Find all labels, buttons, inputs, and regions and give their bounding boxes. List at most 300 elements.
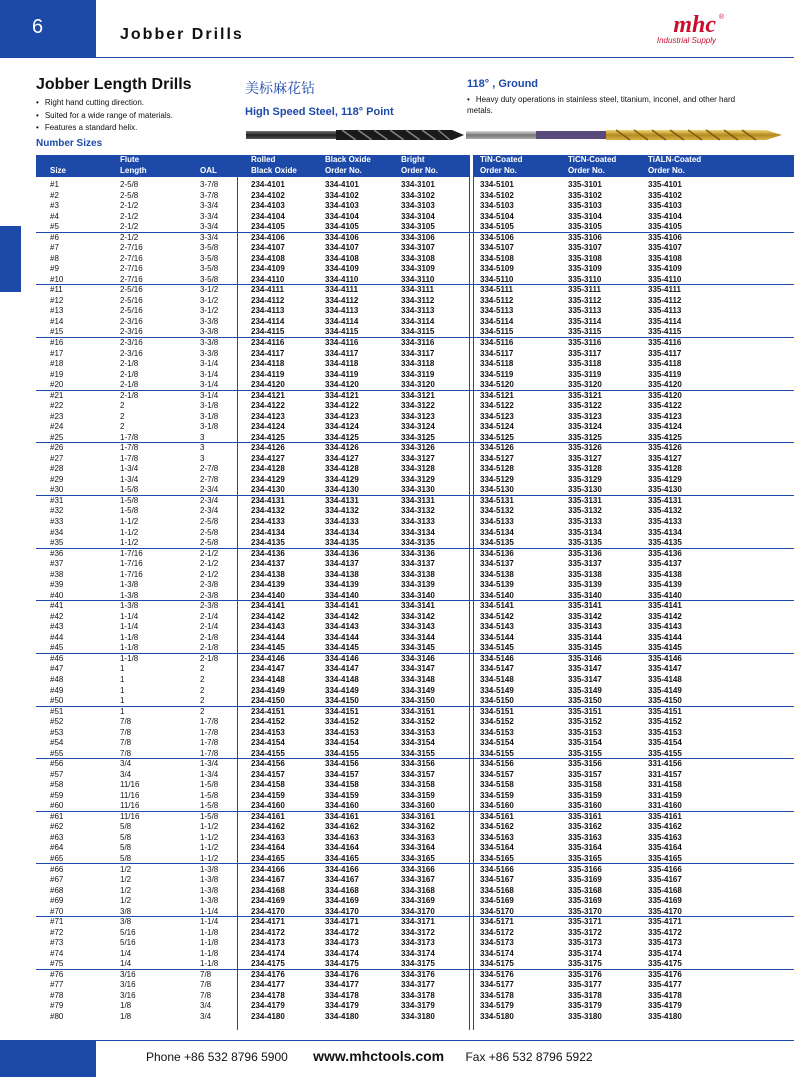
table-cell: 334-3169 bbox=[401, 896, 435, 906]
table-cell: 234-4135 bbox=[251, 538, 285, 548]
table-cell: 3/4 bbox=[120, 759, 132, 769]
table-cell: 334-3101 bbox=[401, 180, 435, 189]
table-cell: 234-4121 bbox=[251, 390, 285, 400]
table-cell: 234-4120 bbox=[251, 380, 285, 390]
table-cell: 335-3108 bbox=[568, 253, 602, 263]
table-cell: 234-4126 bbox=[251, 443, 285, 453]
table-cell: 5/16 bbox=[120, 927, 136, 937]
table-cell: 335-4117 bbox=[648, 348, 682, 358]
ticn-coated-column bbox=[568, 180, 602, 1023]
table-cell: 335-3170 bbox=[568, 906, 602, 916]
table-cell: 335-3175 bbox=[568, 959, 602, 969]
table-cell: 334-5165 bbox=[480, 854, 514, 863]
table-cell: 234-4137 bbox=[251, 559, 285, 569]
registered-mark: ® bbox=[718, 14, 724, 21]
table-cell: 334-3158 bbox=[401, 780, 435, 790]
row-group-divider bbox=[36, 390, 794, 391]
table-cell: 334-3144 bbox=[401, 632, 435, 642]
table-cell: 234-4122 bbox=[251, 401, 285, 411]
table-cell: 335-3179 bbox=[568, 1001, 602, 1011]
table-cell: 1 bbox=[120, 685, 125, 695]
table-cell: 334-3172 bbox=[401, 927, 435, 937]
table-cell: 331-4160 bbox=[648, 801, 682, 811]
table-cell: 335-4163 bbox=[648, 832, 682, 842]
table-cell: 234-4175 bbox=[251, 959, 285, 969]
table-cell: 334-3140 bbox=[401, 590, 435, 600]
table-cell: 1-3/4 bbox=[120, 474, 139, 484]
table-cell: #54 bbox=[50, 738, 64, 748]
table-cell: 335-3111 bbox=[568, 285, 601, 295]
row-group-divider bbox=[36, 969, 794, 970]
table-cell: 1-7/8 bbox=[120, 432, 139, 442]
table-cell: 335-3145 bbox=[568, 643, 602, 653]
table-cell: 335-3118 bbox=[568, 359, 602, 369]
table-cell: 234-4115 bbox=[251, 327, 285, 337]
table-cell: #62 bbox=[50, 822, 64, 832]
table-cell: 234-4164 bbox=[251, 843, 285, 853]
table-cell: 335-4144 bbox=[648, 632, 682, 642]
table-cell: 234-4165 bbox=[251, 854, 285, 863]
table-cell: 234-4138 bbox=[251, 569, 285, 579]
table-cell: 334-5112 bbox=[480, 295, 514, 305]
table-cell: 335-4173 bbox=[648, 938, 682, 948]
table-cell: 2-1/8 bbox=[200, 653, 219, 663]
table-cell: #21 bbox=[50, 390, 64, 400]
table-cell: 1-3/8 bbox=[120, 590, 139, 600]
table-cell: 335-3113 bbox=[568, 306, 602, 316]
table-cell: #27 bbox=[50, 453, 64, 463]
table-cell: 334-3122 bbox=[401, 401, 435, 411]
table-cell: 335-4127 bbox=[648, 453, 682, 463]
table-cell: 2-3/16 bbox=[120, 327, 143, 337]
table-cell: 335-3155 bbox=[568, 748, 602, 758]
table-cell: 334-4117 bbox=[325, 348, 359, 358]
table-cell: 335-3171 bbox=[568, 917, 602, 927]
footer-fax: Fax +86 532 8796 5922 bbox=[465, 1050, 593, 1064]
table-cell: 334-4124 bbox=[325, 422, 359, 432]
table-cell: 7/8 bbox=[120, 748, 132, 758]
table-cell: 234-4152 bbox=[251, 717, 285, 727]
table-cell: 2-1/2 bbox=[120, 232, 139, 242]
table-cell: 234-4155 bbox=[251, 748, 285, 758]
table-cell: 335-4122 bbox=[648, 401, 682, 411]
table-cell: 2-1/2 bbox=[120, 222, 139, 232]
table-cell: 335-3106 bbox=[568, 232, 602, 242]
table-cell: 2-1/2 bbox=[120, 211, 139, 221]
table-cell: #18 bbox=[50, 359, 64, 369]
table-cell: 335-4118 bbox=[648, 359, 682, 369]
table-cell: 334-4128 bbox=[325, 464, 359, 474]
table-cell: 1-7/16 bbox=[120, 548, 143, 558]
table-cell: 1-1/2 bbox=[200, 843, 219, 853]
page-number: 6 bbox=[0, 0, 96, 58]
table-cell: 334-4174 bbox=[325, 948, 359, 958]
table-cell: 2 bbox=[120, 401, 125, 411]
table-cell: 334-3148 bbox=[401, 674, 435, 684]
table-cell: 334-4153 bbox=[325, 727, 359, 737]
table-cell: 334-5120 bbox=[480, 380, 514, 390]
table-cell: #28 bbox=[50, 464, 64, 474]
table-cell: 1-1/8 bbox=[120, 653, 139, 663]
table-cell: 234-4101 bbox=[251, 180, 285, 189]
row-group-divider bbox=[36, 863, 794, 864]
table-cell: 334-5134 bbox=[480, 527, 514, 537]
table-cell: 1-1/2 bbox=[120, 538, 139, 548]
table-cell: 335-4146 bbox=[648, 653, 682, 663]
table-cell: 335-3132 bbox=[568, 506, 602, 516]
table-cell: #35 bbox=[50, 538, 64, 548]
table-cell: 335-3144 bbox=[568, 632, 602, 642]
table-cell: 335-3125 bbox=[568, 432, 602, 442]
table-cell: 334-3160 bbox=[401, 801, 435, 811]
coated-drill-image bbox=[466, 126, 786, 144]
table-cell: 2-5/8 bbox=[200, 517, 219, 526]
table-cell: 334-5103 bbox=[480, 201, 514, 211]
logo-subtext: Industrial Supply bbox=[656, 36, 716, 45]
table-cell: 335-3134 bbox=[568, 527, 602, 537]
table-cell: 335-4114 bbox=[648, 316, 682, 326]
table-cell: 234-4169 bbox=[251, 896, 285, 906]
table-cell: 234-4106 bbox=[251, 232, 285, 242]
table-cell: 334-3157 bbox=[401, 769, 435, 779]
table-cell: #8 bbox=[50, 253, 59, 263]
table-cell: 1-7/16 bbox=[120, 559, 143, 569]
table-cell: 335-3176 bbox=[568, 969, 602, 979]
table-cell: 335-3168 bbox=[568, 885, 602, 895]
table-cell: 334-3142 bbox=[401, 611, 435, 621]
table-cell: 234-4170 bbox=[251, 906, 285, 916]
table-cell: 234-4124 bbox=[251, 422, 285, 432]
table-cell: #25 bbox=[50, 432, 64, 442]
table-cell: 1-3/8 bbox=[120, 601, 139, 611]
section-title: Jobber Length Drills bbox=[36, 76, 192, 93]
table-cell: 335-3153 bbox=[568, 727, 602, 737]
table-cell: 334-3137 bbox=[401, 559, 435, 569]
table-cell: 234-4177 bbox=[251, 980, 285, 990]
table-cell: 335-4110 bbox=[648, 274, 682, 284]
table-cell: #60 bbox=[50, 801, 64, 811]
table-cell: #63 bbox=[50, 832, 64, 842]
table-cell: 335-4148 bbox=[648, 674, 682, 684]
table-cell: 234-4116 bbox=[251, 337, 285, 347]
table-cell: 335-3173 bbox=[568, 938, 602, 948]
table-cell: 3/16 bbox=[120, 990, 136, 1000]
table-cell: 335-4143 bbox=[648, 622, 682, 632]
table-cell: 334-3129 bbox=[401, 474, 435, 484]
table-cell: 334-5136 bbox=[480, 548, 514, 558]
table-cell: 334-5117 bbox=[480, 348, 514, 358]
table-cell: 335-4178 bbox=[648, 990, 682, 1000]
table-cell: #71 bbox=[50, 917, 64, 927]
table-cell: 334-4109 bbox=[325, 264, 359, 274]
col-header-oal: OAL bbox=[200, 165, 217, 175]
table-cell: 3-3/4 bbox=[200, 211, 219, 221]
table-cell: 335-3127 bbox=[568, 453, 602, 463]
table-cell: 334-5168 bbox=[480, 885, 514, 895]
table-cell: #7 bbox=[50, 243, 59, 253]
table-cell: 334-5143 bbox=[480, 622, 514, 632]
table-cell: 334-3111 bbox=[401, 285, 434, 295]
table-cell: 335-3172 bbox=[568, 927, 602, 937]
table-cell: 334-3134 bbox=[401, 527, 435, 537]
table-cell: 331-4156 bbox=[648, 759, 682, 769]
footer-block bbox=[0, 1040, 96, 1077]
table-cell: 335-4129 bbox=[648, 474, 682, 484]
table-cell: 234-4133 bbox=[251, 517, 285, 526]
table-cell: 334-5107 bbox=[480, 243, 514, 253]
table-cell: 3-5/8 bbox=[200, 243, 219, 253]
table-cell: 2-3/8 bbox=[200, 580, 219, 590]
table-cell: 334-3135 bbox=[401, 538, 435, 548]
table-cell: 1 bbox=[120, 664, 125, 674]
table-cell: 334-3164 bbox=[401, 843, 435, 853]
table-cell: 334-5133 bbox=[480, 517, 514, 526]
table-cell: 335-3159 bbox=[568, 790, 602, 800]
table-cell: 334-3145 bbox=[401, 643, 435, 653]
table-cell: 334-3173 bbox=[401, 938, 435, 948]
table-cell: 334-3120 bbox=[401, 380, 435, 390]
table-cell: 334-3155 bbox=[401, 748, 435, 758]
table-cell: 334-3175 bbox=[401, 959, 435, 969]
table-cell: 335-4145 bbox=[648, 643, 682, 653]
table-cell: 1-1/8 bbox=[200, 938, 219, 948]
table-cell: 334-4125 bbox=[325, 432, 359, 442]
table-cell: #68 bbox=[50, 885, 64, 895]
table-cell: 2-3/4 bbox=[200, 485, 219, 495]
table-cell: #38 bbox=[50, 569, 64, 579]
table-cell: 1-7/8 bbox=[200, 727, 219, 737]
table-cell: 334-4176 bbox=[325, 969, 359, 979]
table-cell: 334-5128 bbox=[480, 464, 514, 474]
table-cell: 334-3149 bbox=[401, 685, 435, 695]
table-cell: 234-4154 bbox=[251, 738, 285, 748]
table-cell: 334-5121 bbox=[480, 390, 514, 400]
rolled-black-oxide-column bbox=[251, 180, 285, 1023]
table-cell: 2 bbox=[120, 422, 125, 432]
application-item: • Heavy duty operations in stainless steel, titanium, inconel, and other hard metals. bbox=[467, 95, 747, 116]
table-cell: 334-3112 bbox=[401, 295, 435, 305]
table-cell: 335-3147 bbox=[568, 674, 602, 684]
table-cell: 234-4112 bbox=[251, 295, 285, 305]
table-cell: 335-3123 bbox=[568, 411, 602, 421]
table-cell: 335-4153 bbox=[648, 727, 682, 737]
table-cell: 334-4145 bbox=[325, 643, 359, 653]
table-cell: 334-3128 bbox=[401, 464, 435, 474]
table-cell: 334-5104 bbox=[480, 211, 514, 221]
feature-item: • Features a standard helix. bbox=[36, 122, 173, 135]
table-cell: 3-7/8 bbox=[200, 180, 219, 189]
table-cell: 334-4144 bbox=[325, 632, 359, 642]
table-cell: 335-4134 bbox=[648, 527, 682, 537]
table-cell: 11/16 bbox=[120, 780, 140, 790]
table-cell: 335-4165 bbox=[648, 854, 682, 863]
table-cell: 334-5152 bbox=[480, 717, 514, 727]
table-cell: 335-3141 bbox=[568, 601, 602, 611]
table-cell: #36 bbox=[50, 548, 64, 558]
table-cell: 334-4159 bbox=[325, 790, 359, 800]
table-cell: #26 bbox=[50, 443, 64, 453]
table-cell: 334-5101 bbox=[480, 180, 514, 189]
table-cell: 335-4115 bbox=[648, 327, 682, 337]
feature-list bbox=[36, 97, 173, 135]
table-cell: 335-4155 bbox=[648, 748, 682, 758]
table-cell: 335-4140 bbox=[648, 590, 682, 600]
table-cell: 334-3180 bbox=[401, 1011, 435, 1021]
table-cell: 334-5163 bbox=[480, 832, 514, 842]
table-cell: 334-4122 bbox=[325, 401, 359, 411]
bright-column bbox=[401, 180, 435, 1023]
table-cell: 334-4101 bbox=[325, 180, 359, 189]
table-cell: 335-3157 bbox=[568, 769, 602, 779]
row-group-divider bbox=[36, 600, 794, 601]
table-cell: 234-4159 bbox=[251, 790, 285, 800]
table-cell: 335-3140 bbox=[568, 590, 602, 600]
table-cell: 334-4131 bbox=[325, 495, 359, 505]
table-cell: 334-4173 bbox=[325, 938, 359, 948]
table-cell: 335-4179 bbox=[648, 1001, 682, 1011]
table-cell: 335-4108 bbox=[648, 253, 682, 263]
table-cell: 1-5/8 bbox=[200, 801, 219, 811]
mhc-logo bbox=[640, 12, 724, 45]
table-cell: 334-3156 bbox=[401, 759, 435, 769]
table-cell: 334-3177 bbox=[401, 980, 435, 990]
table-cell: 2-5/16 bbox=[120, 285, 143, 295]
logo-mark: mhc bbox=[673, 12, 716, 38]
table-cell: 331-4158 bbox=[648, 780, 682, 790]
table-cell: 1/4 bbox=[120, 959, 132, 969]
table-cell: 3-5/8 bbox=[200, 253, 219, 263]
table-cell: 2-5/8 bbox=[120, 180, 139, 189]
table-cell: 234-4109 bbox=[251, 264, 285, 274]
table-cell: 335-3131 bbox=[568, 495, 602, 505]
table-cell: 11/16 bbox=[120, 801, 140, 811]
col-header-flute: Flute Length bbox=[120, 155, 147, 175]
table-cell: 234-4145 bbox=[251, 643, 285, 653]
table-cell: 1-1/4 bbox=[200, 906, 219, 916]
table-cell: 234-4114 bbox=[251, 316, 285, 326]
table-cell: 335-3119 bbox=[568, 369, 602, 379]
footer-website[interactable]: www.mhctools.com bbox=[313, 1048, 445, 1064]
table-cell: 1 bbox=[120, 696, 125, 706]
table-cell: 334-4133 bbox=[325, 517, 359, 526]
table-cell: 3/16 bbox=[120, 980, 136, 990]
table-cell: 334-5151 bbox=[480, 706, 514, 716]
table-cell: 1-1/2 bbox=[120, 517, 139, 526]
table-cell: #72 bbox=[50, 927, 64, 937]
table-cell: 334-3151 bbox=[401, 706, 435, 716]
table-cell: 1-1/4 bbox=[120, 611, 139, 621]
table-cell: 335-4119 bbox=[648, 369, 682, 379]
table-cell: 334-3117 bbox=[401, 348, 435, 358]
table-cell: 335-4154 bbox=[648, 738, 682, 748]
table-cell: 334-5130 bbox=[480, 485, 514, 495]
table-cell: 334-5166 bbox=[480, 864, 514, 874]
table-cell: 2-5/16 bbox=[120, 295, 143, 305]
table-cell: 3/4 bbox=[200, 1011, 212, 1021]
table-cell: #3 bbox=[50, 201, 59, 211]
table-cell: #23 bbox=[50, 411, 64, 421]
table-cell: #34 bbox=[50, 527, 64, 537]
table-cell: #37 bbox=[50, 559, 64, 569]
table-cell: 334-4163 bbox=[325, 832, 359, 842]
table-cell: 334-5123 bbox=[480, 411, 514, 421]
table-cell: 335-3161 bbox=[568, 811, 602, 821]
table-cell: 335-3104 bbox=[568, 211, 602, 221]
table-cell: 335-3142 bbox=[568, 611, 602, 621]
table-cell: 334-4170 bbox=[325, 906, 359, 916]
table-cell: 334-5140 bbox=[480, 590, 514, 600]
table-cell: 2 bbox=[200, 664, 205, 674]
table-cell: 335-3107 bbox=[568, 243, 602, 253]
table-cell: 2-1/4 bbox=[200, 611, 219, 621]
drill-image bbox=[246, 126, 466, 144]
table-cell: 334-5109 bbox=[480, 264, 514, 274]
table-cell: 1 bbox=[120, 706, 125, 716]
table-cell: 335-4170 bbox=[648, 906, 682, 916]
table-cell: 335-3164 bbox=[568, 843, 602, 853]
table-cell: 2 bbox=[200, 706, 205, 716]
table-cell: 3-3/8 bbox=[200, 327, 219, 337]
table-cell: 335-3165 bbox=[568, 854, 602, 863]
table-cell: 334-4120 bbox=[325, 380, 359, 390]
table-cell: 335-3110 bbox=[568, 274, 602, 284]
table-cell: 335-3126 bbox=[568, 443, 602, 453]
table-cell: 334-5145 bbox=[480, 643, 514, 653]
table-cell: #46 bbox=[50, 653, 64, 663]
table-cell: 334-5170 bbox=[480, 906, 514, 916]
table-cell: 1-3/8 bbox=[200, 875, 219, 885]
table-cell: 234-4158 bbox=[251, 780, 285, 790]
table-cell: 3-1/8 bbox=[200, 401, 219, 411]
table-cell: 334-3168 bbox=[401, 885, 435, 895]
table-cell: 335-4128 bbox=[648, 464, 682, 474]
table-cell: 2 bbox=[200, 674, 205, 684]
table-cell: 334-4110 bbox=[325, 274, 359, 284]
table-cell: 1-5/8 bbox=[120, 485, 139, 495]
row-group-divider bbox=[36, 337, 794, 338]
table-cell: 335-3146 bbox=[568, 653, 602, 663]
table-cell: 334-4136 bbox=[325, 548, 359, 558]
table-cell: 334-3116 bbox=[401, 337, 435, 347]
table-cell: 1/4 bbox=[120, 948, 132, 958]
table-cell: 334-3124 bbox=[401, 422, 435, 432]
table-cell: #11 bbox=[50, 285, 63, 295]
table-cell: 335-4138 bbox=[648, 569, 682, 579]
table-cell: 335-4168 bbox=[648, 885, 682, 895]
table-cell: #65 bbox=[50, 854, 64, 863]
table-cell: 334-5176 bbox=[480, 969, 514, 979]
table-cell: 234-4160 bbox=[251, 801, 285, 811]
chinese-title: 美标麻花钻 bbox=[245, 80, 315, 96]
table-cell: #2 bbox=[50, 190, 59, 200]
table-cell: 2 bbox=[120, 411, 125, 421]
feature-item: • Right hand cutting direction. bbox=[36, 97, 173, 110]
table-cell: 334-4177 bbox=[325, 980, 359, 990]
table-cell: 335-3139 bbox=[568, 580, 602, 590]
table-cell: 335-4120 bbox=[648, 380, 682, 390]
table-cell: 335-4142 bbox=[648, 611, 682, 621]
table-cell: 1-1/4 bbox=[120, 622, 139, 632]
table-cell: 3/4 bbox=[200, 1001, 212, 1011]
table-cell: 234-4141 bbox=[251, 601, 285, 611]
table-cell: 2-3/8 bbox=[200, 601, 219, 611]
table-cell: 335-4169 bbox=[648, 896, 682, 906]
table-cell: 335-4101 bbox=[648, 180, 682, 189]
table-cell: 335-4131 bbox=[648, 495, 682, 505]
table-cell: 3-1/2 bbox=[200, 306, 219, 316]
angle-title: 118° , Ground bbox=[467, 78, 539, 90]
table-cell: 335-4130 bbox=[648, 485, 682, 495]
